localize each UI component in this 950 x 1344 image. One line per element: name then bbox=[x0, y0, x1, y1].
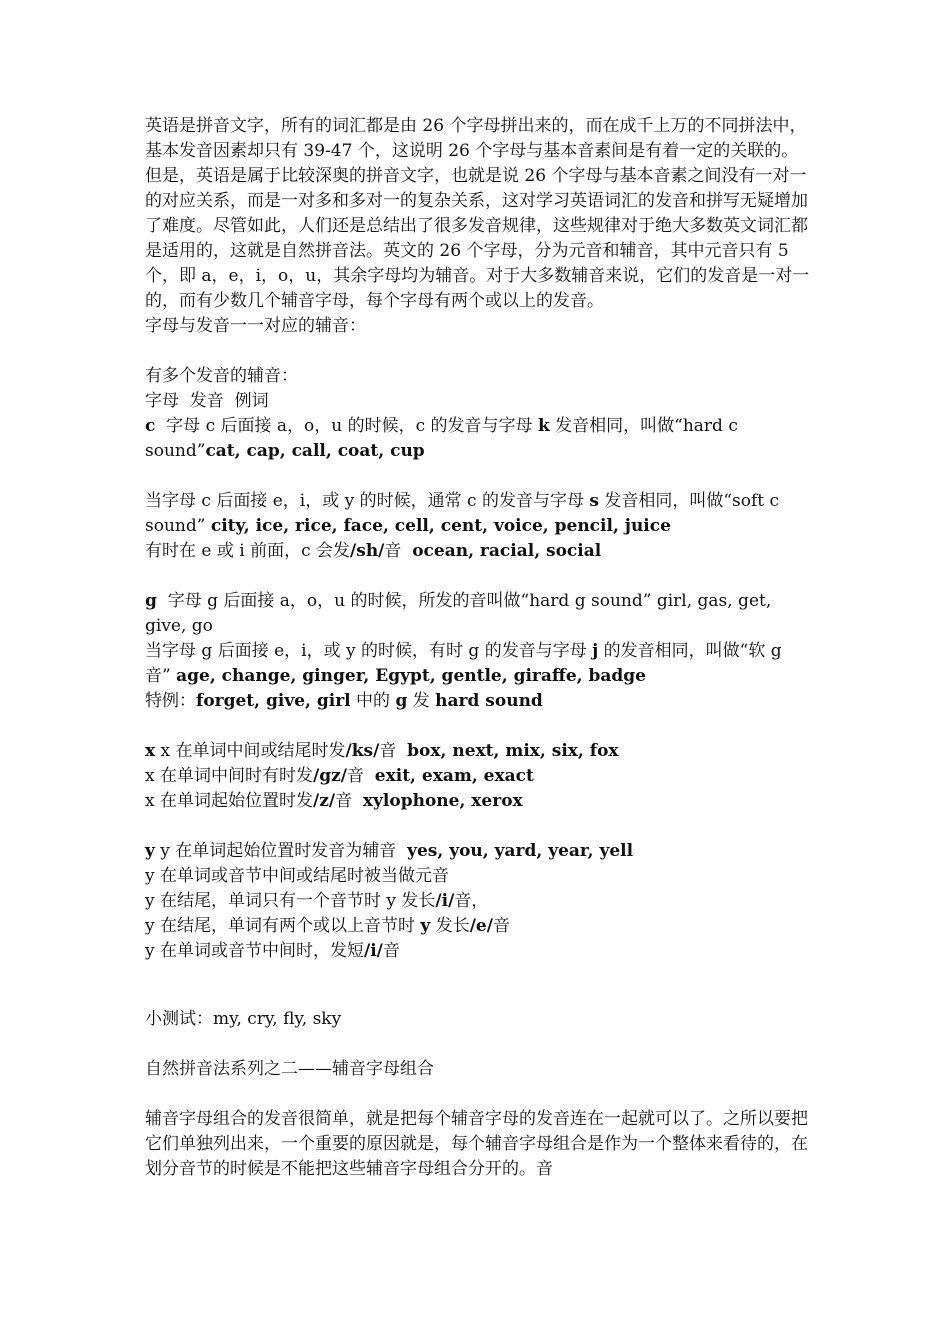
y-rule-vowel: y 在单词或音节中间或结尾时被当做元音 bbox=[145, 866, 450, 886]
c-rule-sh: 有时在 e 或 i 前面，c 会发/sh/音 ocean, racial, social bbox=[145, 541, 602, 561]
x-rule-ks: x x 在单词中间或结尾时发/ks/音 box, next, mix, six, fox bbox=[145, 741, 619, 761]
series-title: 自然拼音法系列之二——辅音字母组合 bbox=[145, 1059, 434, 1079]
x-rule-z: x 在单词起始位置时发/z/音 xylophone, xerox bbox=[145, 791, 523, 811]
document-body bbox=[145, 114, 810, 1182]
one-to-one-heading: 字母与发音一一对应的辅音： bbox=[145, 316, 366, 336]
y-rule-short-i: y 在单词或音节中间时，发短/i/音 bbox=[145, 941, 400, 961]
y-rule-long-e: y 在结尾，单词有两个或以上音节时 y 发长/e/音 bbox=[145, 916, 510, 936]
multi-sound-heading: 有多个发音的辅音： bbox=[145, 366, 298, 386]
c-rule-hard: c 字母 c 后面接 a，o，u 的时候，c 的发音与字母 k 发音相同，叫做“hard c sound”cat, cap, call, coat, cup bbox=[145, 416, 738, 461]
y-rule-consonant: y y 在单词起始位置时发音为辅音 yes, you, yard, year, yell bbox=[145, 841, 634, 861]
y-rule-long-i: y 在结尾，单词只有一个音节时 y 发长/i/音， bbox=[145, 891, 489, 911]
c-rule-soft: 当字母 c 后面接 e，i，或 y 的时候，通常 c 的发音与字母 s 发音相同，叫做“soft c sound” city, ice, rice, face, cell, cent, voice, pencil, juice bbox=[145, 491, 780, 536]
x-rule-gz: x 在单词中间时有时发/gz/音 exit, exam, exact bbox=[145, 766, 534, 786]
g-rule-exception: 特例：forget, give, girl 中的 g 发 hard sound bbox=[145, 691, 543, 711]
outro-paragraph: 辅音字母组合的发音很简单，就是把每个辅音字母的发音连在一起就可以了。之所以要把它们单独列出来，一个重要的原因就是，每个辅音字母组合是作为一个整体来看待的，在划分音节的时候是不能把这些辅音字母组合分开的。音 bbox=[145, 1109, 808, 1179]
intro-paragraph: 英语是拼音文字，所有的词汇都是由 26 个字母拼出来的，而在成千上万的不同拼法中，基本发音因素却只有 39-47 个，这说明 26 个字母与基本音素间是有着一定的关联的。但是，英语是属于比较深奥的拼音文字，也就是说 26 个字母与基本音素之间没有一对一的对应关系，而是一对多和多对一的复杂关系，这对学习英语词汇的发音和拼写无疑增加了难度。尽管如此，人们还是总结出了很多发音规律，这些规律对于绝大多数英文词汇都是适用的，这就是自然拼音法。英文的 26 个字母，分为元音和辅音，其中元音只有 5 个，即 a，e，i，o，u，其余字母均为辅音。对于大多数辅音来说，它们的发音是一对一的，而有少数几个辅音字母，每个字母有两个或以上的发音。 bbox=[145, 116, 810, 311]
table-header: 字母 发音 例词 bbox=[145, 391, 269, 411]
quiz-line: 小测试：my, cry, fly, sky bbox=[145, 1009, 342, 1029]
g-rule-soft: 当字母 g 后面接 e，i，或 y 的时候，有时 g 的发音与字母 j 的发音相同，叫做“软 g 音” age, change, ginger, Egypt, gentle, giraffe, badge bbox=[145, 641, 782, 686]
g-rule-hard: g 字母 g 后面接 a，o，u 的时候，所发的音叫做“hard g sound” girl, gas, get, give, go bbox=[145, 591, 777, 636]
